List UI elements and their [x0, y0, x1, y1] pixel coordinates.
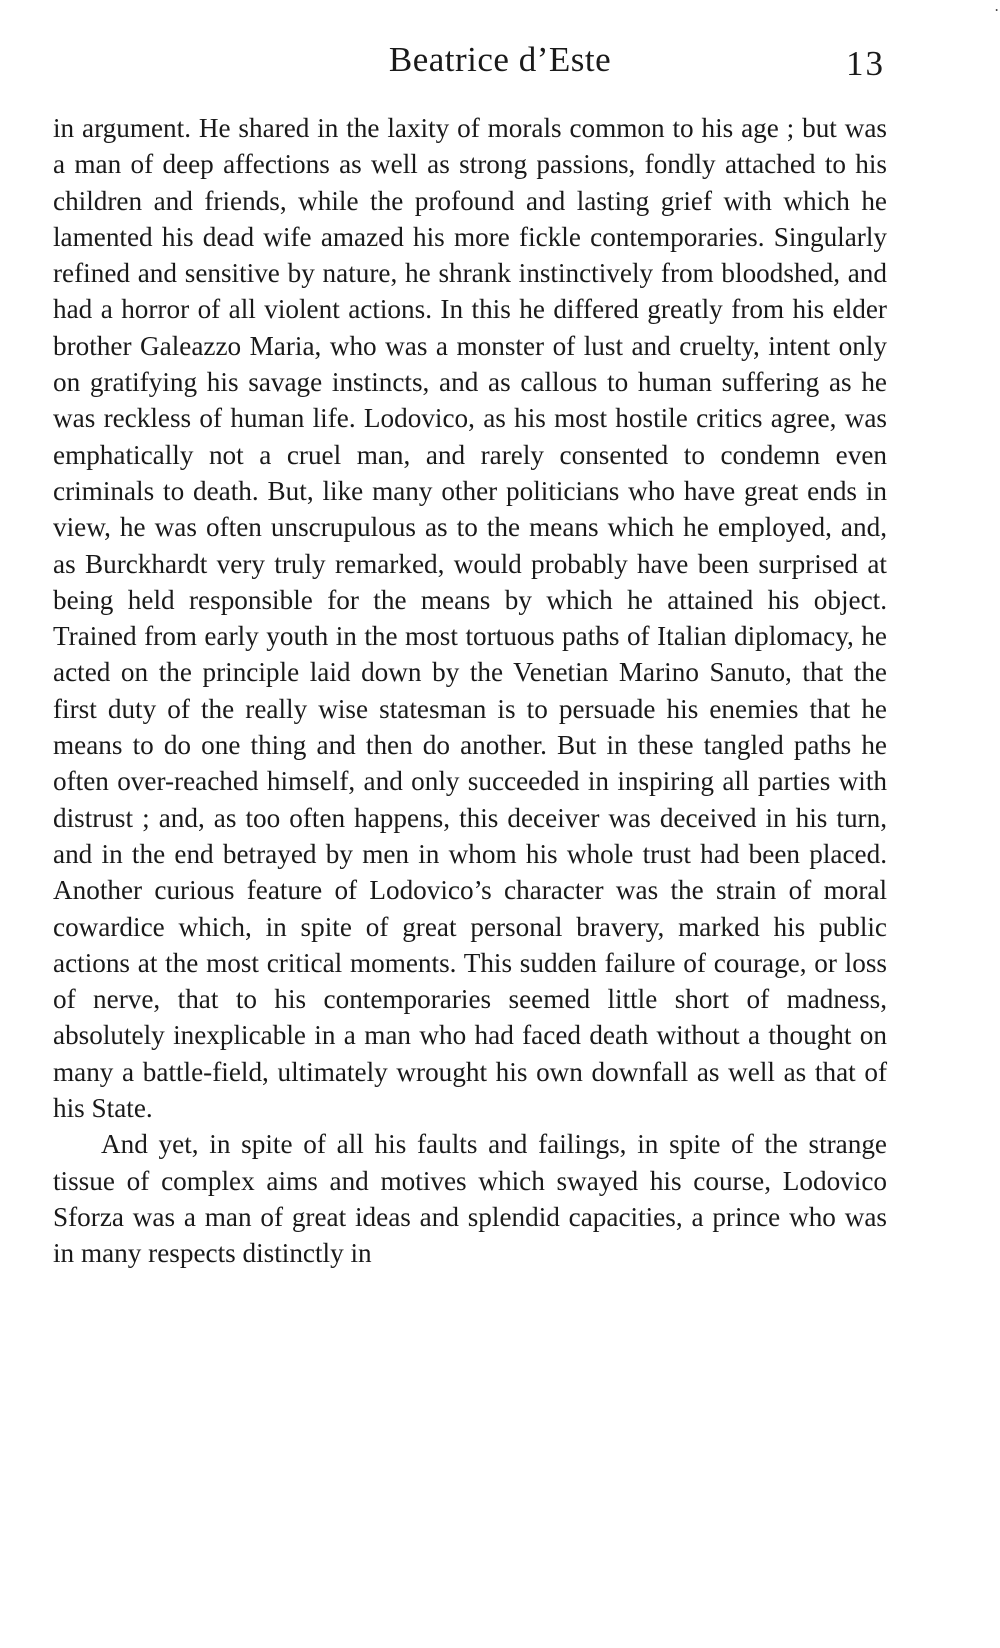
page-number: 13: [846, 44, 885, 83]
running-title: Beatrice d’Este: [388, 40, 612, 79]
paragraph-new: And yet, in spite of all his faults and failings, in spite of the strange tissue of complex aims and motives which swayed his course, Lodovico Sforza was a man of great ideas and splendid capacities, a prince who was in many respects distinctly in: [53, 1129, 887, 1269]
running-head: [0, 40, 1000, 90]
paragraph-continued: in argument. He shared in the laxity of morals common to his age ; but was a man of deep affections as well as strong passions, fondly attached to his children and friends, while the profound and lasting grief with which he lamented his dead wife amazed his more fickle contemporaries. Singularly refined and sensitive by nature, he shrank instinctively from bloodshed, and had a horror of all violent actions. In this he differed greatly from his elder brother Galeazzo Maria, who was a monster of lust and cruelty, intent only on gratifying his savage instincts, and as callous to human suffering as he was reckless of human life. Lodovico, as his most hostile critics agree, was emphatically not a cruel man, and rarely consented to condemn even criminals to death. But, like many other politicians who have great ends in view, he was often unscrupulous as to the means which he employed, and, as Burckhardt very truly remarked, would probably have been surprised at being held responsible for the means by which he attained his object. Trained from early youth in the most tortuous paths of Italian diplomacy, he acted on the principle laid down by the Venetian Marino Sanuto, that the first duty of the really wise statesman is to persuade his enemies that he means to do one thing and then do another. But in these tangled paths he often over-reached himself, and only succeeded in inspiring all parties with distrust ; and, as too often happens, this deceiver was deceived in his turn, and in the end betrayed by men in whom his whole trust had been placed. Another curious feature of Lodovico’s character was the strain of moral cowardice which, in spite of great personal bravery, marked his public actions at the most critical moments. This sudden failure of courage, or loss of nerve, that to his contemporaries seemed little short of madness, absolutely inexplicable in a man who had faced death without a thought on many a battle-field, ultimately wrought his own downfall as well as that of his State.: [53, 113, 887, 1124]
scan-artifact-mark: •: [995, 6, 998, 15]
body-text: [53, 110, 887, 1272]
